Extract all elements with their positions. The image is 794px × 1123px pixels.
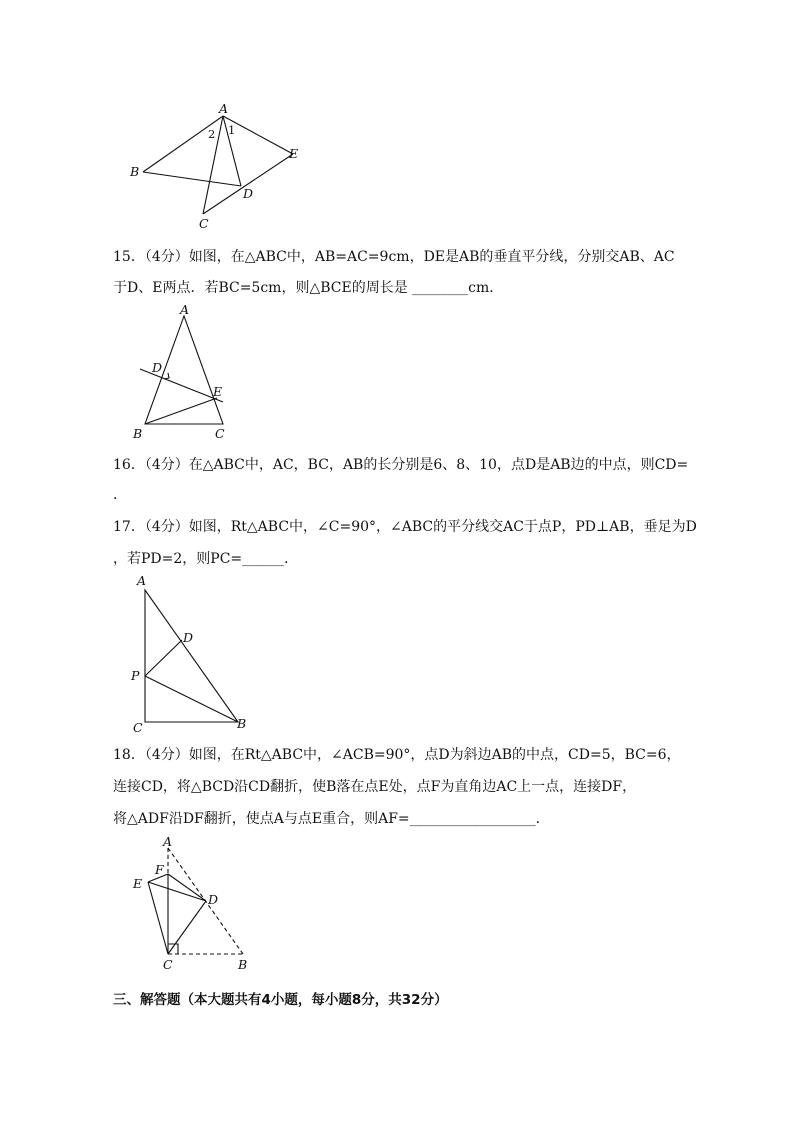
label-b: B	[133, 426, 143, 441]
segment-ce	[203, 154, 293, 214]
segment-fd	[168, 874, 206, 901]
label-a: A	[219, 101, 229, 116]
label-a: A	[163, 834, 173, 849]
q17-figure	[125, 572, 255, 738]
label-d: D	[243, 186, 254, 201]
label-b: B	[237, 716, 247, 731]
label-c: C	[215, 426, 225, 441]
label-b: B	[130, 164, 140, 179]
q15-figure	[125, 304, 245, 444]
q14-figure	[125, 98, 325, 238]
label-c: C	[163, 957, 173, 972]
segment-ce	[148, 882, 168, 954]
label-d: D	[208, 892, 219, 907]
segment-be	[145, 398, 217, 424]
segment-ed	[148, 882, 206, 901]
q16-line-2: ．	[113, 487, 127, 503]
q18-figure	[125, 836, 265, 976]
triangle-abc	[145, 590, 238, 722]
q18-line-1: 18．（4分）如图，在Rt△ABC中，∠ACB=90°，点D为斜边AB的中点，CD=5，BC=6，	[113, 747, 681, 763]
segment-bd	[143, 172, 241, 186]
label-p: P	[131, 668, 140, 683]
angle-label-2: 2	[208, 127, 216, 141]
label-d: D	[183, 630, 194, 645]
label-e: E	[213, 384, 223, 399]
label-a: A	[180, 302, 190, 317]
q18-line-2: 连接CD，将△BCD沿CD翻折，使B落在点E处，点F为直角边AC上一点，连接DF，	[113, 779, 637, 795]
label-c: C	[199, 216, 209, 231]
label-e: E	[133, 876, 143, 891]
q15-line-1: 15．（4分）如图，在△ABC中，AB=AC=9cm，DE是AB的垂直平分线，分别交AB、AC	[113, 249, 675, 265]
label-e: E	[289, 146, 299, 161]
perpendicular-pd	[145, 640, 182, 676]
q16-line-1: 16．（4分）在△ABC中，AC，BC，AB的长分别是6、8、10，点D是AB边的中点，则CD=	[113, 457, 689, 473]
bisector-bp	[145, 676, 238, 722]
segment-ab	[143, 116, 223, 172]
q18-line-3: 将△ADF沿DF翻折，使点A与点E重合，则AF=__________________．	[113, 811, 550, 827]
q15-line-2: 于D、E两点．若BC=5cm，则△BCE的周长是 ________cm．	[113, 280, 504, 296]
right-angle-mark	[164, 373, 169, 379]
angle-label-1: 1	[228, 123, 236, 137]
label-f: F	[155, 862, 164, 877]
label-b: B	[238, 957, 248, 972]
q17-line-2: ，若PD=2，则PC=______．	[113, 551, 299, 567]
segment-cd	[168, 901, 206, 954]
label-d: D	[152, 360, 163, 375]
label-c: C	[133, 720, 143, 735]
label-a: A	[137, 573, 147, 588]
section-3-heading: 三、解答题（本大题共有4小题，每小题8分，共32分）	[113, 992, 448, 1008]
q17-line-1: 17．（4分）如图，Rt△ABC中，∠C=90°，∠ABC的平分线交AC于点P，PD⊥AB，垂足为D	[113, 519, 697, 535]
